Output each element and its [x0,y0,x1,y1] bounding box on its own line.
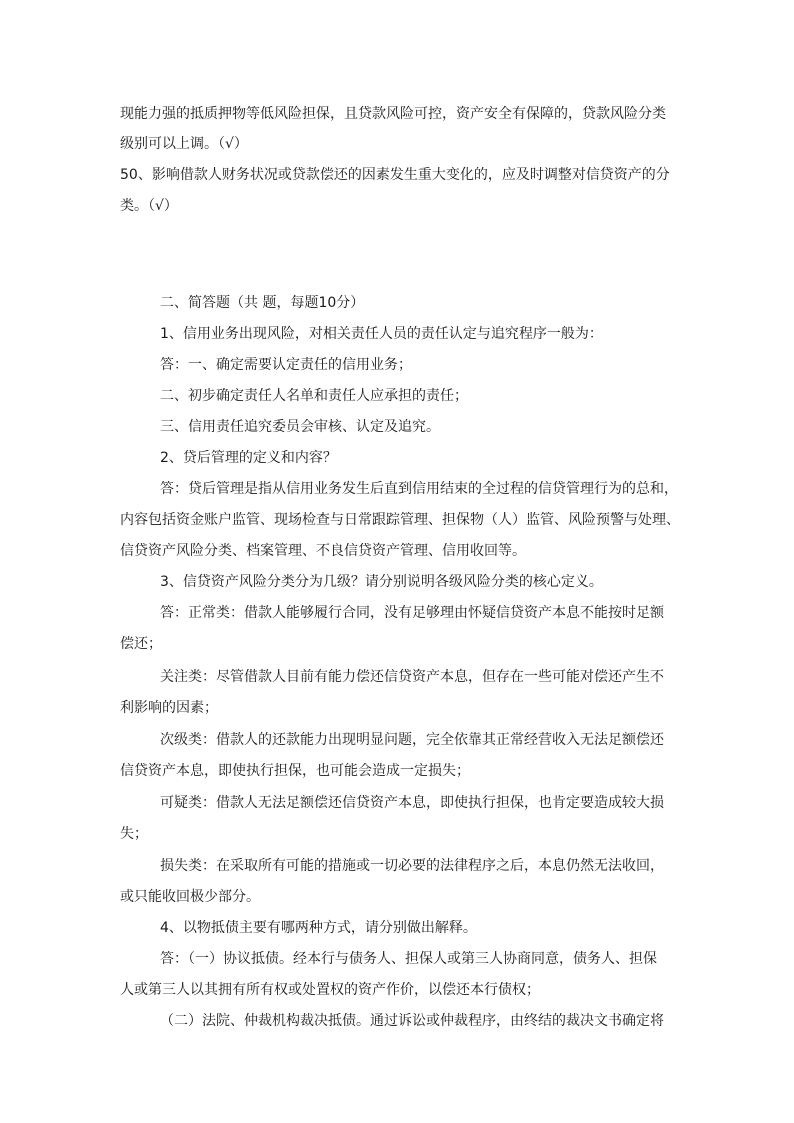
answer-line: 或只能收回极少部分。 [120,889,260,905]
answer-line: 信贷资产本息，即使执行担保，也可能会造成一定损失； [120,763,470,779]
answer-line: 信贷资产风险分类、档案管理、不良信贷资产管理、信用收回等。 [120,543,526,559]
answer-line: 答：贷后管理是指从信用业务发生后直到信用结束的全过程的信贷管理行为的总和， [160,481,678,497]
answer-line: 关注类：尽管借款人目前有能力偿还信贷资产本息，但存在一些可能对偿还产生不 [160,669,664,685]
answer-line: 答：正常类：借款人能够履行合同，没有足够理由怀疑信贷资产本息不能按时足额 [160,605,664,621]
question: 1、信用业务出现风险，对相关责任人员的责任认定与追究程序一般为： [160,326,603,342]
question: 4、以物抵债主要有哪两种方式，请分别做出解释。 [160,920,477,936]
text-line: 级别可以上调。（√） [120,136,248,152]
answer-line: 失； [120,826,148,842]
answer-line: （二）法院、仲裁机构裁决抵债。通过诉讼或仲裁程序，由终结的裁决文书确定将 [160,1013,664,1029]
answer-line: 答：一、确定需要认定责任的信用业务； [160,357,412,373]
answer-line: 二、初步确定责任人名单和责任人应承担的责任； [160,388,468,404]
answer-line: 损失类：在采取所有可能的措施或一切必要的法律程序之后，本息仍然无法收回， [160,858,664,874]
answer-line: 次级类：借款人的还款能力出现明显问题，完全依靠其正常经营收入无法足额偿还 [160,732,664,748]
question: 3、信贷资产风险分类分为几级？请分别说明各级风险分类的核心定义。 [160,574,603,590]
answer-line: 利影响的因素； [120,700,218,716]
question: 2、贷后管理的定义和内容？ [160,450,337,466]
text-line: 现能力强的抵质押物等低风险担保，且贷款风险可控，资产安全有保障的，贷款风险分类 [120,106,666,122]
answer-line: 三、信用责任追究委员会审核、认定及追究。 [160,419,440,435]
answer-line: 人或第三人以其拥有所有权或处置权的资产作价，以偿还本行债权； [120,982,540,998]
answer-line: 内容包括资金账户监管、现场检查与日常跟踪管理、担保物（人）监管、风险预警与处理、 [120,512,680,528]
answer-line: 偿还； [120,636,162,652]
section-heading: 二、简答题（共 题，每题10分） [160,295,365,311]
answer-line: 可疑类：借款人无法足额偿还信贷资产本息，即使执行担保，也肯定要造成较大损 [160,795,664,811]
answer-line: 答：（一）协议抵债。经本行与债务人、担保人或第三人协商同意，债务人、担保 [160,951,657,967]
text-line: 类。（√） [120,198,178,214]
text-line: 50、影响借款人财务状况或贷款偿还的因素发生重大变化的，应及时调整对信贷资产的分 [120,167,670,183]
